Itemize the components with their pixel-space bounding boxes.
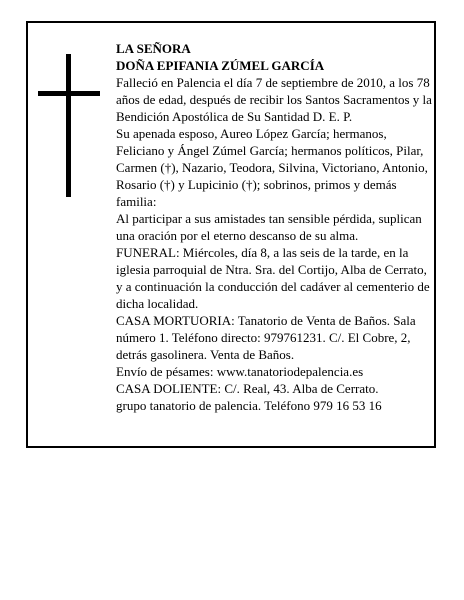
cross-vertical-bar: [66, 54, 71, 197]
prayer-request: Al participar a sus amistades tan sensible pérdida, suplican una oración por el eterno descanso de su alma.: [116, 211, 422, 243]
obituary-notice: [26, 21, 436, 448]
cross-horizontal-bar: [38, 91, 100, 96]
family-list: Su apenada esposo, Aureo López García; hermanos, Feliciano y Ángel Zúmel García; hermanos políticos, Pilar, Carmen (†), Nazario, Teodora, Silvina, Victoriano, Antonio, Rosario (†) y Lupicinio (†); sobrinos, primos y demás familia:: [116, 126, 428, 209]
notice-header-title: LA SEÑORA: [116, 41, 191, 56]
funeral-home-details: CASA MORTUORIA: Tanatorio de Venta de Baños. Sala número 1. Teléfono directo: 979761231. C/. El Cobre, 2, detrás gasolinera. Venta de Baños.: [116, 313, 416, 362]
cross-icon: [38, 54, 100, 197]
funeral-details: FUNERAL: Miércoles, día 8, a las seis de la tarde, en la iglesia parroquial de Ntra. Sra. del Cortijo, Alba de Cerrato, y a continuación la conducción del cadáver al cementerio de dicha localidad.: [116, 245, 430, 311]
notice-text: [116, 40, 432, 414]
death-announcement: Falleció en Palencia el día 7 de septiembre de 2010, a los 78 años de edad, después de recibir los Santos Sacramentos y la Bendición Apostólica de Su Santidad D. E. P.: [116, 75, 432, 124]
condolences-website: Envío de pésames: www.tanatoriodepalencia.es: [116, 364, 364, 379]
family-home-address: CASA DOLIENTE: C/. Real, 43. Alba de Cerrato.: [116, 381, 379, 396]
deceased-name: DOÑA EPIFANIA ZÚMEL GARCÍA: [116, 58, 325, 73]
funeral-group-contact: grupo tanatorio de palencia. Teléfono 979 16 53 16: [116, 398, 382, 413]
